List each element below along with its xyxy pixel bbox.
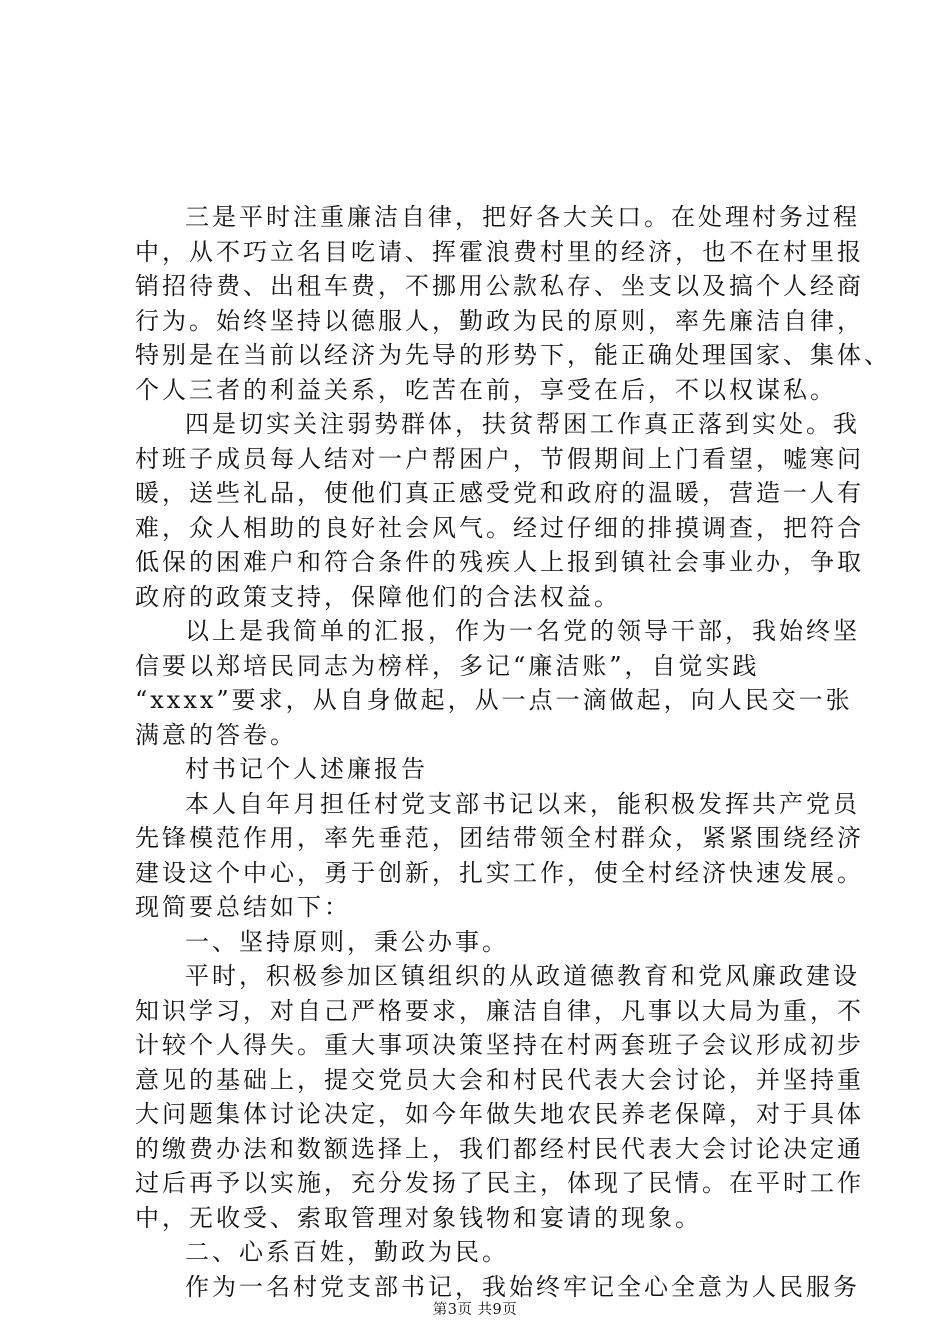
- text-line: 四是切实关注弱势群体，扶贫帮困工作真正落到实处。我: [185, 410, 860, 438]
- text-line: 中，无收受、索取管理对象钱物和宴请的现象。: [135, 1203, 702, 1232]
- text-line: 村书记个人述廉报告: [185, 755, 428, 783]
- text-line: 特别是在当前以经济为先导的形势下，能正确处理国家、集体、: [135, 341, 891, 369]
- text-line: 难，众人相助的良好社会风气。经过仔细的排摸调查，把符合: [135, 513, 864, 542]
- page-footer: 第3页 共9页: [432, 1302, 518, 1318]
- text-line: 销招待费、出租车费，不挪用公款私存、坐支以及搞个人经商: [135, 272, 864, 300]
- document-body: [135, 200, 891, 1304]
- text-line: 过后再予以实施，充分发扬了民主，体现了民情。在平时工作: [135, 1169, 864, 1197]
- text-line: 大问题集体讨论决定，如今年做失地农民养老保障，对于具体: [135, 1100, 864, 1128]
- text-line: 以上是我简单的汇报，作为一名党的领导干部，我始终坚: [185, 617, 860, 645]
- text-line: 行为。始终坚持以德服人，勤政为民的原则，率先廉洁自律，: [135, 306, 864, 335]
- text-line: 平时，积极参加区镇组织的从政道德教育和党风廉政建设: [185, 962, 860, 990]
- text-line: 个人三者的利益关系，吃苦在前，享受在后，不以权谋私。: [135, 375, 837, 404]
- text-line: 现简要总结如下：: [135, 893, 351, 921]
- text-line: 作为一名村党支部书记，我始终牢记全心全意为人民服务: [185, 1272, 860, 1301]
- text-line: 低保的困难户和符合条件的残疾人上报到镇社会事业办，争取: [135, 548, 864, 576]
- text-line: 意见的基础上，提交党员大会和村民代表大会讨论，并坚持重: [135, 1065, 864, 1094]
- text-line: 的缴费办法和数额选择上，我们都经村民代表大会讨论决定通: [135, 1134, 864, 1163]
- text-line: 满意的答卷。: [135, 720, 297, 749]
- text-line: 暖，送些礼品，使他们真正感受党和政府的温暖，营造一人有: [135, 479, 864, 507]
- text-line: 三是平时注重廉洁自律，把好各大关口。在处理村务过程: [185, 203, 860, 231]
- text-line: 二、心系百姓，勤政为民。: [185, 1238, 509, 1266]
- text-line: 建设这个中心，勇于创新，扎实工作，使全村经济快速发展。: [135, 858, 864, 887]
- text-line: 知识学习，对自己严格要求，廉洁自律，凡事以大局为重，不: [135, 996, 864, 1025]
- text-line: 信要以郑培民同志为榜样，多记“廉洁账”，自觉实践: [135, 651, 760, 680]
- text-line: 先锋模范作用，率先垂范，团结带领全村群众，紧紧围绕经济: [135, 824, 864, 852]
- text-line: 本人自年月担任村党支部书记以来，能积极发挥共产党员: [185, 789, 860, 818]
- text-line: 政府的政策支持，保障他们的合法权益。: [135, 582, 621, 611]
- text-line: 中，从不巧立名目吃请、挥霍浪费村里的经济，也不在村里报: [135, 237, 864, 266]
- text-line: 村班子成员每人结对一户帮困户，节假期间上门看望，嘘寒问: [135, 444, 864, 473]
- text-line: “xxxx”要求，从自身做起，从一点一滴做起，向人民交一张: [135, 686, 853, 714]
- text-line: 计较个人得失。重大事项决策坚持在村两套班子会议形成初步: [135, 1031, 864, 1059]
- text-line: 一、坚持原则，秉公办事。: [185, 927, 509, 956]
